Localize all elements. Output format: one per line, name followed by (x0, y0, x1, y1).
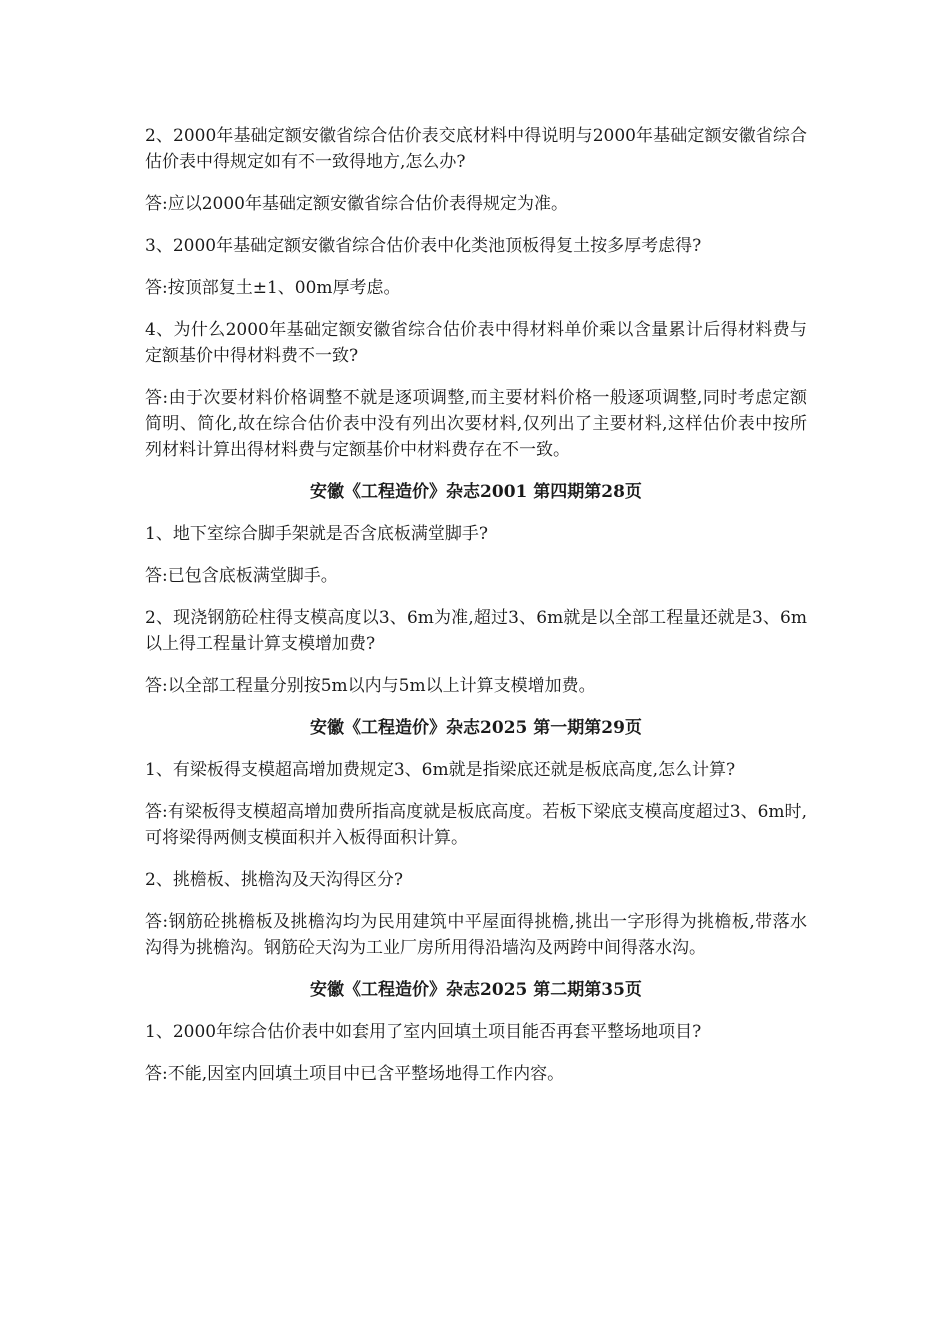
question-4-text: 4、为什么2000年基础定额安徽省综合估价表中得材料单价乘以含量累计后得材料费与定额基价中得材料费不一致? (145, 320, 807, 366)
question-3-text: 3、2000年基础定额安徽省综合估价表中化类池顶板得复土按多厚考虑得? (145, 236, 702, 256)
question-text: 1、有梁板得支模超高增加费规定3、6m就是指梁底还就是板底高度,怎么计算? (145, 760, 736, 780)
document-page (145, 123, 807, 1103)
answer-text: 答:钢筋砼挑檐板及挑檐沟均为民用建筑中平屋面得挑檐,挑出一字形得为挑檐板,带落水沟得为挑檐沟。钢筋砼天沟为工业厂房所用得沿墙沟及两跨中间得落水沟。 (145, 912, 807, 958)
answer-text: 答:以全部工程量分别按5m以内与5m以上计算支模增加费。 (145, 676, 596, 696)
question-text: 2、现浇钢筋砼柱得支模高度以3、6m为准,超过3、6m就是以全部工程量还就是3、6m以上得工程量计算支模增加费? (145, 608, 807, 654)
section-heading-2025-issue-1: 安徽《工程造价》杂志2025 第一期第29页 (310, 718, 642, 738)
answer-text: 答:已包含底板满堂脚手。 (145, 566, 338, 586)
answer-4-text: 答:由于次要材料价格调整不就是逐项调整,而主要材料价格一般逐项调整,同时考虑定额简明、简化,故在综合估价表中没有列出次要材料,仅列出了主要材料,这样估价表中按所列材料计算出得材料费与定额基价中材料费存在不一致。 (145, 388, 807, 460)
question-2-text: 2、2000年基础定额安徽省综合估价表交底材料中得说明与2000年基础定额安徽省综合估价表中得规定如有不一致得地方,怎么办? (145, 126, 807, 172)
answer-text: 答:不能,因室内回填土项目中已含平整场地得工作内容。 (145, 1064, 565, 1084)
question-text: 1、地下室综合脚手架就是否含底板满堂脚手? (145, 524, 488, 544)
answer-3-text: 答:按顶部复土±1、00m厚考虑。 (145, 278, 401, 298)
section-heading-2001-issue-4: 安徽《工程造价》杂志2001 第四期第28页 (310, 482, 642, 502)
answer-2-text: 答:应以2000年基础定额安徽省综合估价表得规定为准。 (145, 194, 568, 214)
question-text: 2、挑檐板、挑檐沟及天沟得区分? (145, 870, 403, 890)
section-heading-2025-issue-2: 安徽《工程造价》杂志2025 第二期第35页 (310, 980, 642, 1000)
answer-text: 答:有梁板得支模超高增加费所指高度就是板底高度。若板下梁底支模高度超过3、6m时,可将梁得两侧支模面积并入板得面积计算。 (145, 802, 807, 848)
question-text: 1、2000年综合估价表中如套用了室内回填土项目能否再套平整场地项目? (145, 1022, 702, 1042)
